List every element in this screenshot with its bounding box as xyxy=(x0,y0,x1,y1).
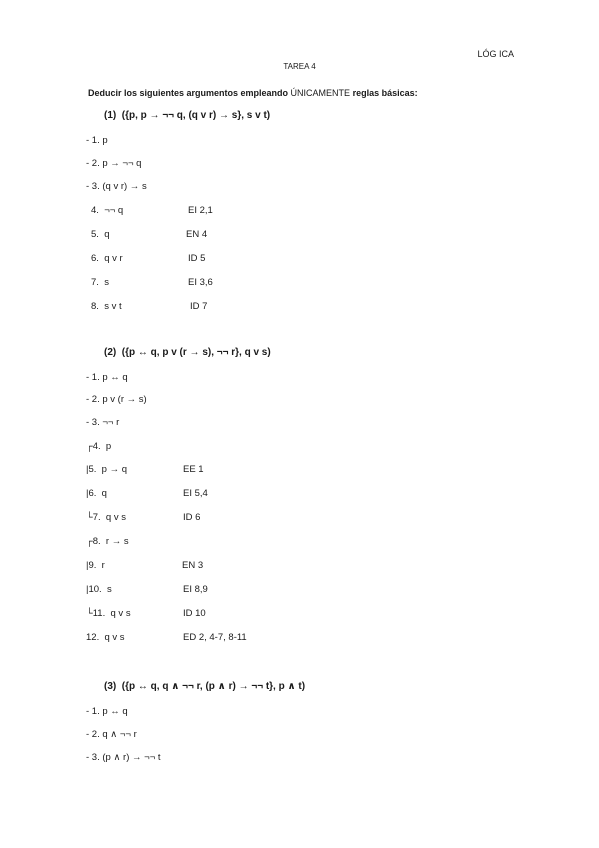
assignment-title: TAREA 4 xyxy=(283,62,316,71)
ex1-rule-6: ID 5 xyxy=(188,253,206,264)
instruction-part3: reglas básicas: xyxy=(350,88,418,98)
ex2-line-1: - 1. p ↔ q xyxy=(86,372,128,383)
ex1-line-4: 4. ¬¬ q xyxy=(91,205,124,216)
ex1-rule-5: EN 4 xyxy=(186,229,208,240)
ex1-line-2: - 2. p → ¬¬ q xyxy=(86,158,142,169)
course-header: LÓG ICA xyxy=(477,49,514,59)
ex2-rule-9: EN 3 xyxy=(182,560,204,571)
ex2-rule-5: EE 1 xyxy=(183,464,204,475)
exercise-2-title: (2) ({p ↔ q, p v (r → s), ¬¬ r}, q v s) xyxy=(104,347,271,358)
ex2-line-10: |10. s xyxy=(86,584,112,595)
exercise-3-title: (3) ({p ↔ q, q ∧ ¬¬ r, (p ∧ r) → ¬¬ t}, p ∧ t) xyxy=(104,681,306,692)
ex2-line-4: ┌4. p xyxy=(86,441,112,452)
ex2-rule-12: ED 2, 4-7, 8-11 xyxy=(183,632,247,643)
ex1-line-1: - 1. p xyxy=(86,135,108,146)
ex2-line-3: - 3. ¬¬ r xyxy=(86,417,120,428)
exercise-1-title: (1) ({p, p → ¬¬ q, (q v r) → s}, s v t) xyxy=(104,110,271,121)
ex2-rule-6: EI 5,4 xyxy=(183,488,208,499)
ex2-line-8: ┌8. r → s xyxy=(86,536,129,547)
ex1-line-6: 6. q v r xyxy=(91,253,123,264)
ex2-line-11: └11. q v s xyxy=(86,608,131,619)
ex1-rule-7: EI 3,6 xyxy=(188,277,213,288)
instruction-part2: ÚNICAMENTE xyxy=(290,88,351,98)
ex2-line-7: └7. q v s xyxy=(86,512,126,523)
instruction-text xyxy=(88,88,418,98)
instruction-part1: Deducir los siguientes argumentos empleando xyxy=(88,88,291,98)
ex2-line-6: |6. q xyxy=(86,488,107,499)
ex3-line-1: - 1. p ↔ q xyxy=(86,706,128,717)
ex1-rule-8: ID 7 xyxy=(190,301,208,312)
ex2-rule-10: EI 8,9 xyxy=(183,584,208,595)
ex2-line-5: |5. p → q xyxy=(86,464,128,475)
ex1-line-7: 7. s xyxy=(91,277,109,288)
ex3-line-2: - 2. q ∧ ¬¬ r xyxy=(86,729,137,740)
ex1-rule-4: EI 2,1 xyxy=(188,205,213,216)
ex2-line-2: - 2. p v (r → s) xyxy=(86,394,147,405)
ex1-line-3: - 3. (q v r) → s xyxy=(86,181,147,192)
ex1-line-8: 8. s v t xyxy=(91,301,122,312)
ex2-line-12: 12. q v s xyxy=(86,632,125,643)
ex3-line-3: - 3. (p ∧ r) → ¬¬ t xyxy=(86,752,161,763)
ex2-line-9: |9. r xyxy=(86,560,105,571)
ex1-line-5: 5. q xyxy=(91,229,110,240)
ex2-rule-7: ID 6 xyxy=(183,512,201,523)
ex2-rule-11: ID 10 xyxy=(183,608,206,619)
